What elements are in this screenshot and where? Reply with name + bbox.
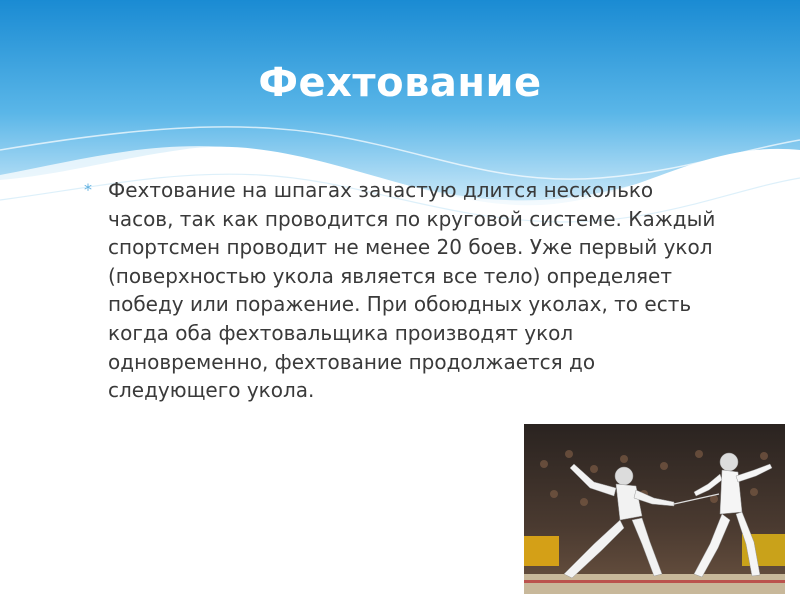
body-text: Фехтование на шпагах зачастую длится несколько часов, так как проводится по круговой системе. Каждый спортсмен проводит не менее 20 боев. Уже первый укол (поверхностью укола является все тело) определяет победу или поражение. При обоюдных уколах, то есть когда оба фехтовальщика производят укол одновременно, фехтование продолжается до следующего укола. bbox=[108, 178, 716, 403]
content-area bbox=[84, 176, 724, 405]
fencing-photo bbox=[524, 424, 785, 594]
bullet-marker: * bbox=[84, 180, 92, 199]
slide-title: Фехтование bbox=[258, 60, 542, 106]
bullet-item bbox=[84, 176, 724, 405]
